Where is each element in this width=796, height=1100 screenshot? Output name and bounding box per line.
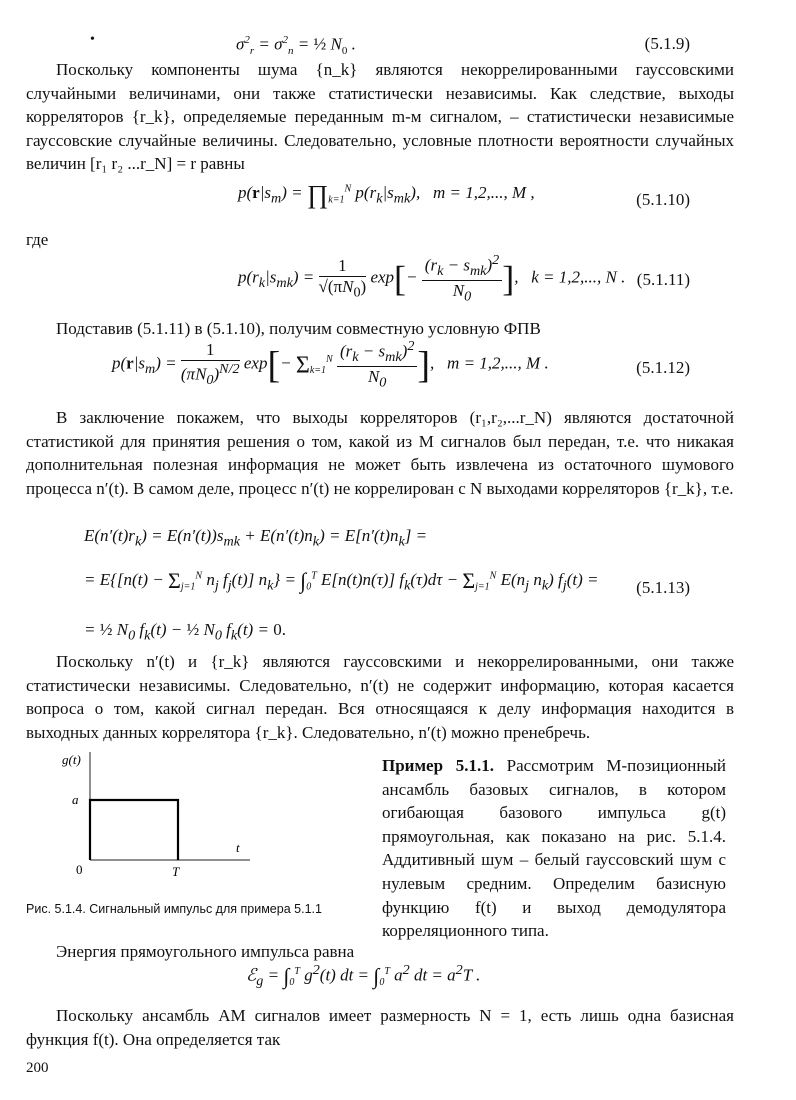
paragraph: Поскольку n′(t) и {r_k} являются гауссовскими и некоррелированными, они также статистически независимы. Следовательно, n′(t) не содержит информацию, которая касается вопроса о том, какой сигнал передан. Вся относящаяся к делу информация находится в выходных данных коррелятора {r_k}. Следовательно, n′(t) можно пренебречь. [26,652,734,742]
pulse-waveform [90,800,178,860]
page-number: 200 [26,1060,49,1076]
example-paragraph: Пример 5.1.1. Рассмотрим M-позиционный ансамбль базовых сигналов, в котором огибающая базового импульса g(t) прямоугольная, как показано на рис. 5.1.4. Аддитивный шум – белый гауссовский шум с нулевым средним. Определим базисную функцию f(t) и выход демодулятора корреляционного типа. [382,756,726,941]
paragraph: Энергия прямоугольного импульса равна [56,942,355,961]
equation-5-1-10: $p(r|s_m)$ = $\prod_{k=1}^N$ $p(r_k|s_{mk})$, m = 1,2,..., M , [238,180,535,209]
equation-5-1-13-line-2: = $E\{[n(t) - \Sigma_{j=1}^N$ $n_j$ $f_j(t)$] $n_k\} = \int_0^T$ E[n(t)n(τ)] $f_k(\tau)d\tau - \Sigma_{j=1}^N$ $E(n_j$ $n_k$) $f_j(t)$ = [84,568,599,594]
origin-label: 0 [76,862,83,877]
y-axis-label: g(t) [62,752,81,767]
amplitude-label: a [72,792,79,807]
equation-5-1-12: $p(r|s_m)$ = $\frac{1}{(\pi N_0)^{N/2}}$ $\exp[- \Sigma_{k=1}^N$ $(r_k - s_{mk})^2$ $N_0$ ], m = 1,2,..., M . [112,338,549,391]
paragraph: Поскольку ансамбль АМ сигналов имеет размерность N = 1, есть лишь одна базисная функция f(t). Она определяется так [26,1006,734,1049]
equation-number: (5.1.9) [644,34,690,53]
scan-mark: • [90,32,95,47]
where-label: где [26,230,49,249]
equation-number: (5.1.11) [636,270,690,289]
paragraph: Поскольку компоненты шума {n_k} являются некоррелированными гауссовскими случайными величинами, они также статистически независимы. Как следствие, выходы корреляторов {r_k}, определяемые переданным m-м сигналом, – статистически независимые гауссовские случайные величины. Следовательно, условные плотности вероятности случайных величин [r₁ r₂ ...r_N] = r равны [26,60,734,174]
equation-5-1-13-line-1: $E(n'(t)r_k) = E(n'(t))s_{mk} + E(n'(t)n_k) = E[n'(t)n_k]$ = [84,526,428,550]
energy-equation: ℰ$_g$ = $\int_0^T$ $g^2(t)$ dt = $\int_0^T$ $a^2$ dt = $a^2T$ . [246,962,481,990]
paragraph: Подставив (5.1.11) в (5.1.10), получим совместную условную ФПВ [56,319,541,338]
x-axis-label: t [236,840,240,855]
paragraph: В заключение покажем, что выходы корреляторов (r₁,r₂,...r_N) являются достаточной статистикой для принятия решения о том, какой из M сигналов был передан, т.е. что никакая дополнительная полезная информация не может быть извлечена из остаточного шумового процесса n′(t). В самом деле, процесс n′(t) не коррелирован с N выходами корреляторов {r_k}, т.е. [26,408,734,498]
equation-5-1-13-line-3: = ½ $N_0$ $f_k(t)$ − ½ $N_0$ $f_k(t) = 0$. [84,620,286,644]
equation-number: (5.1.13) [636,578,690,597]
pulse-figure [50,752,290,882]
figure-caption: Рис. 5.1.4. Сигнальный импульс для примера 5.1.1 [26,902,322,916]
period-label: T [172,864,180,879]
example-title: Пример 5.1.1. [382,756,494,775]
equation-number: (5.1.12) [636,358,690,377]
equation-5-1-9: $\sigma^2_r = \sigma^2_n$ = ½ $N_0$ . [236,34,356,58]
equation-number: (5.1.10) [636,190,690,209]
equation-5-1-11: $p(r_k|s_{mk})$ = $\frac{1}{√(\pi N_0)}$ exp[− $(r_k - s_{mk})^2$ $N_0$ ], k = 1,2,..., N . [238,252,626,305]
